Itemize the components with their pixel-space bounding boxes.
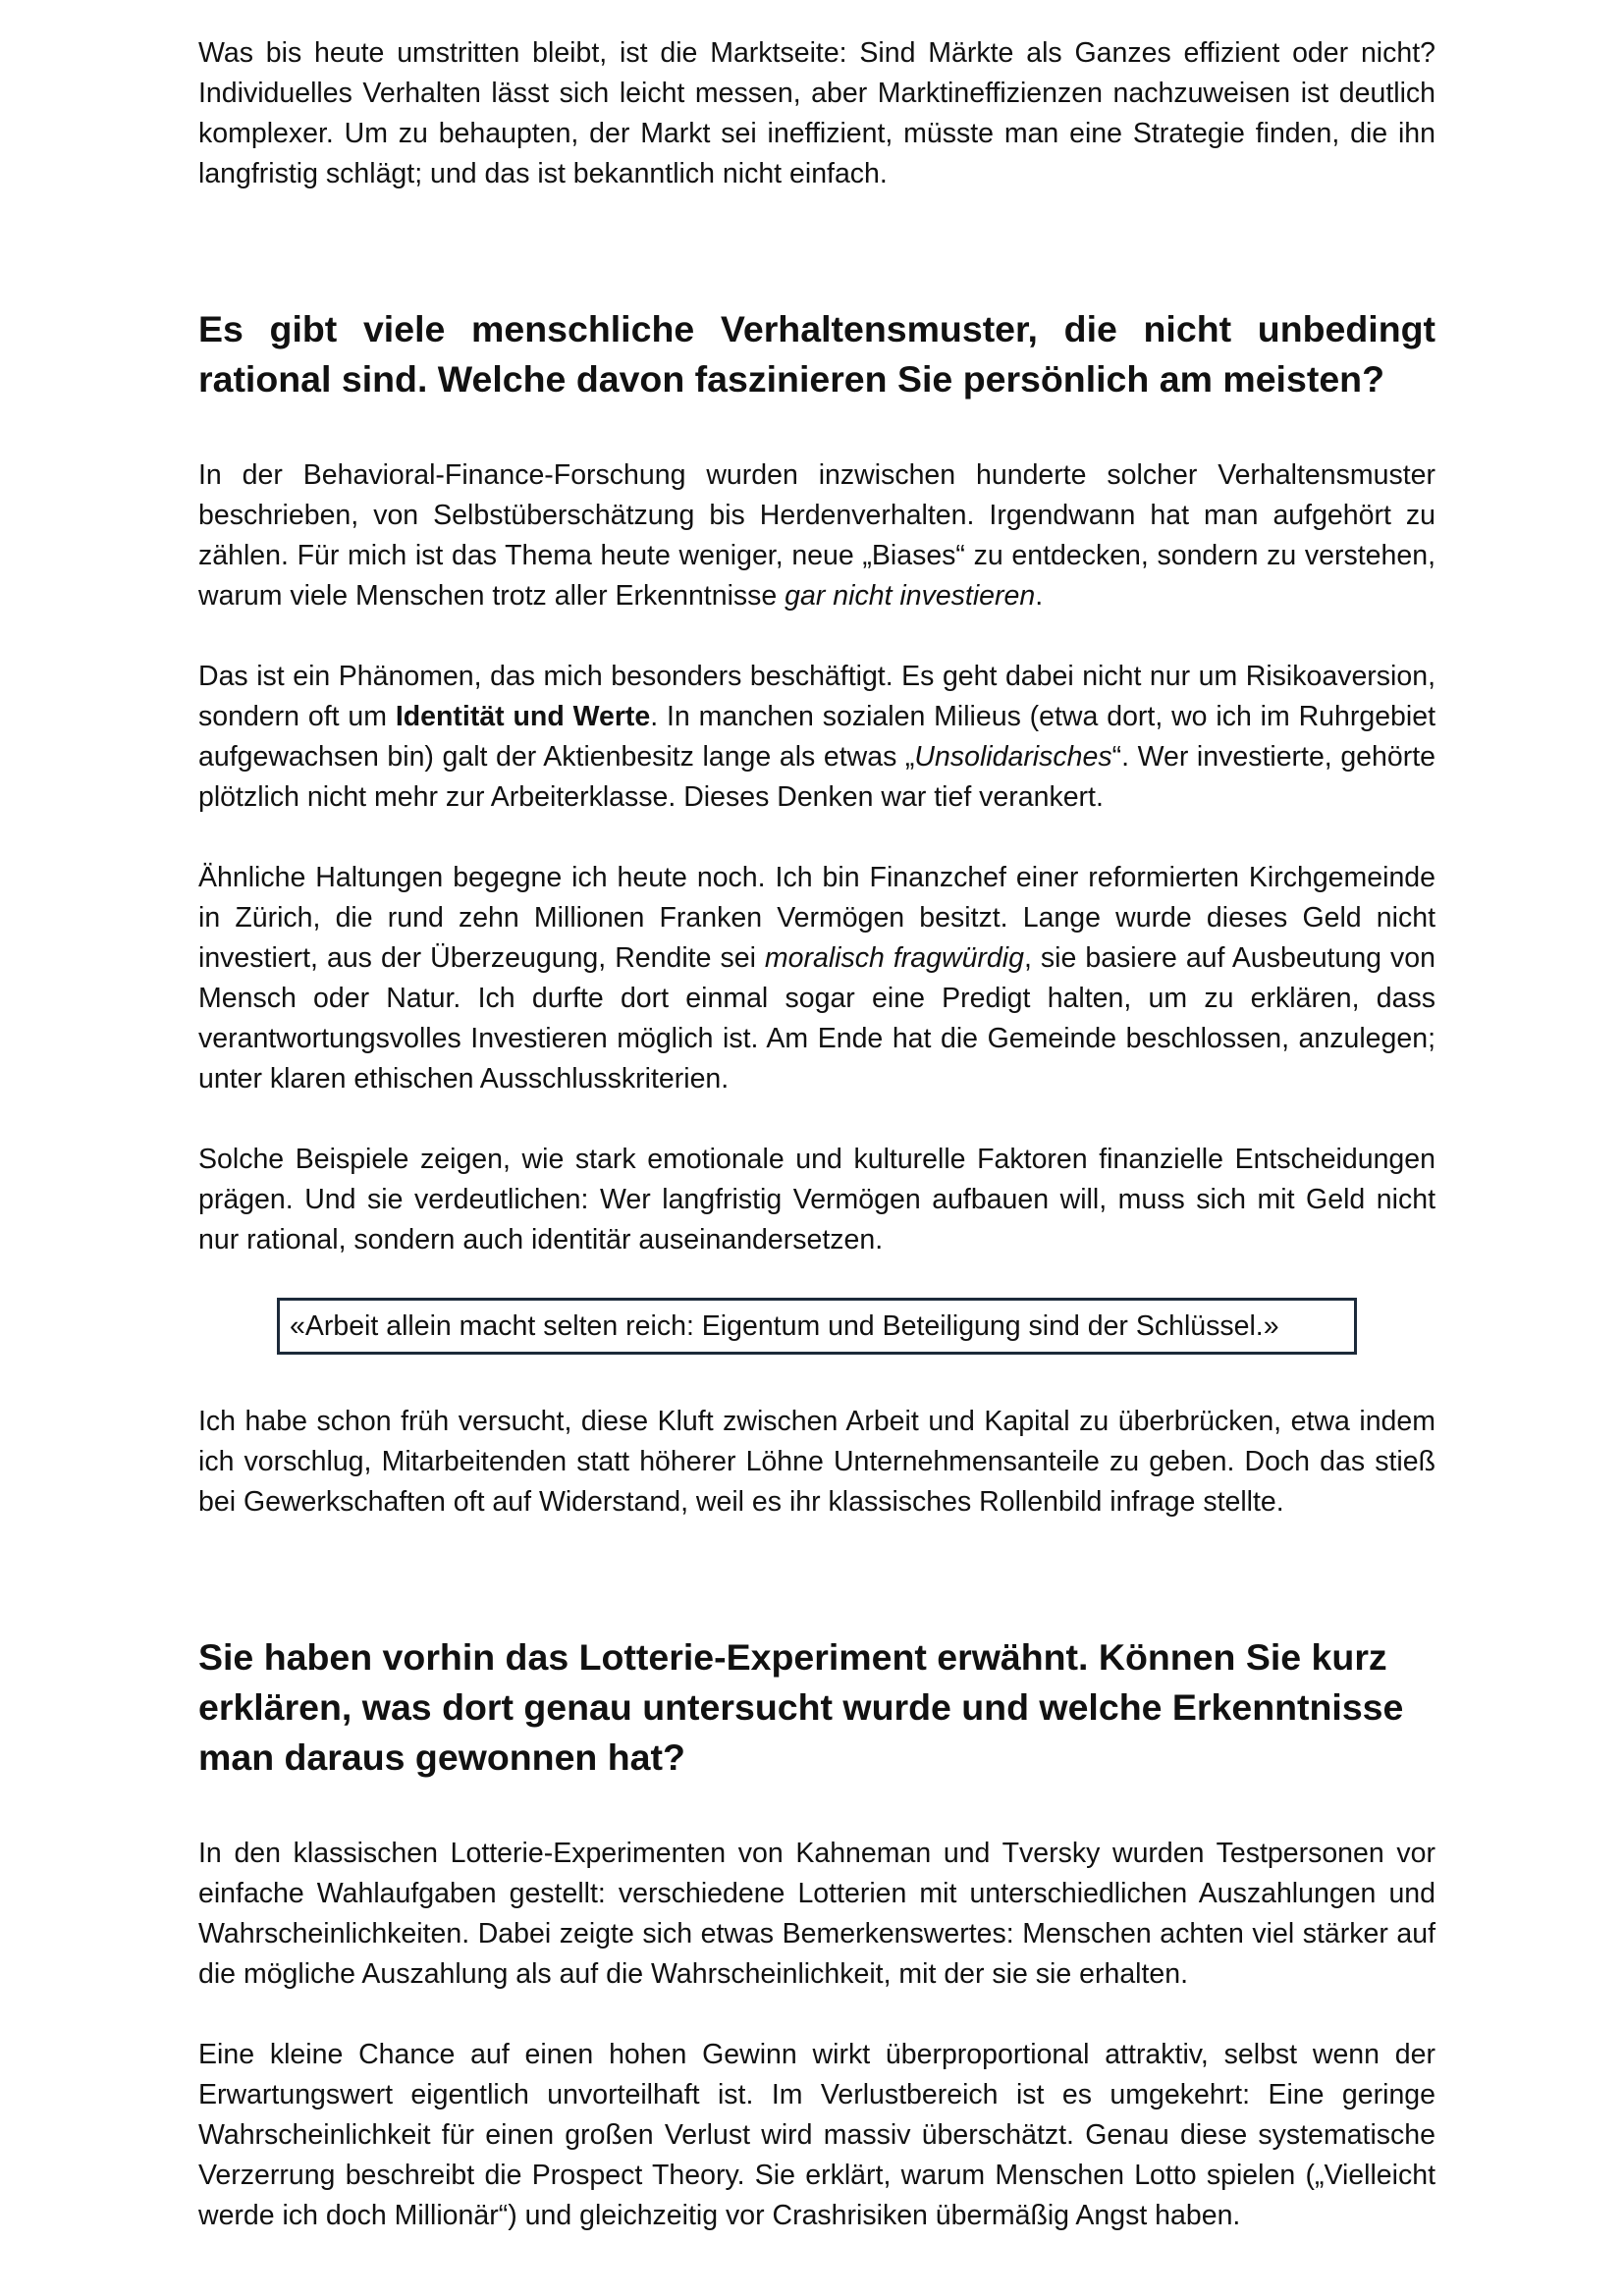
- text-run: Das ist ein Phänomen, das mich besonders beschäftigt. Es geht dabei nicht nur um Risikoaversion, sondern oft um: [198, 661, 1435, 732]
- paragraph-identity-values: [198, 657, 1435, 818]
- question-heading-lottery-experiment: Sie haben vorhin das Lotterie-Experiment erwähnt. Können Sie kurz erklären, was dort genau untersucht wurde und welche Erkenntnisse man daraus gewonnen hat?: [198, 1636, 1404, 1778]
- paragraph-prospect-theory: Eine kleine Chance auf einen hohen Gewinn wirkt überproportional attraktiv, selbst wenn der Erwartungswert eigentlich unvorteilhaft ist. Im Verlustbereich ist es umgekehrt: Eine geringe Wahrscheinlichkeit für einen großen Verlust wird massiv überschätzt. Genau diese systematische Verzerrung beschreibt die Prospect Theory. Sie erklärt, warum Menschen Lotto spielen („Vielleicht werde ich doch Millionär“) und gleichzeitig vor Crashrisiken übermäßig Angst haben.: [198, 2039, 1435, 2231]
- text-run: “. Wer investierte, gehörte plötzlich nicht mehr zur Arbeiterklasse. Dieses Denken war tief verankert.: [198, 741, 1435, 813]
- text-run: .: [1035, 580, 1044, 612]
- paragraph-lottery-experiments: In den klassischen Lotterie-Experimenten von Kahneman und Tversky wurden Testpersonen vor einfache Wahlaufgaben gestellt: verschiedene Lotterien mit unterschiedlichen Auszahlungen und Wahrscheinlichkeiten. Dabei zeigte sich etwas Bemerkenswertes: Menschen achten viel stärker auf die mögliche Auszahlung als auf die Wahrscheinlichkeit, mit der sie sie erhalten.: [198, 1838, 1435, 1990]
- paragraph-market-efficiency: Was bis heute umstritten bleibt, ist die Marktseite: Sind Märkte als Ganzes effizient oder nicht? Individuelles Verhalten lässt sich leicht messen, aber Marktineffizienzen nachzuweisen ist deutlich komplexer. Um zu behaupten, der Markt sei ineffizient, müsste man eine Strategie finden, die ihn langfristig schlägt; und das ist bekanntlich nicht einfach.: [198, 37, 1435, 189]
- emphasis-text: Unsolidarisches: [914, 741, 1112, 773]
- bold-text: Identität und Werte: [395, 701, 651, 732]
- pull-quote-box: «Arbeit allein macht selten reich: Eigentum und Beteiligung sind der Schlüssel.»: [277, 1298, 1357, 1355]
- paragraph-behavioral-finance: [198, 455, 1435, 616]
- question-heading-behavior-patterns: Es gibt viele menschliche Verhaltensmuster, die nicht unbedingt rational sind. Welche davon faszinieren Sie persönlich am meisten?: [198, 308, 1435, 400]
- text-run: , sie basiere auf Ausbeutung von Mensch oder Natur. Ich durfte dort einmal sogar eine Predigt halten, um zu erklären, dass verantwortungsvolles Investieren möglich ist. Am Ende hat die Gemeinde beschlossen, anzulegen; unter klaren ethischen Ausschlusskriterien.: [198, 942, 1435, 1095]
- paragraph-church-congregation: [198, 858, 1435, 1099]
- text-run: Ähnliche Haltungen begegne ich heute noch. Ich bin Finanzchef einer reformierten Kirchgemeinde in Zürich, die rund zehn Millionen Franken Vermögen besitzt. Lange wurde dieses Geld nicht investiert, aus der Überzeugung, Rendite sei: [198, 862, 1435, 974]
- paragraph-emotional-factors: Solche Beispiele zeigen, wie stark emotionale und kulturelle Faktoren finanzielle Entscheidungen prägen. Und sie verdeutlichen: Wer langfristig Vermögen aufbauen will, muss sich mit Geld nicht nur rational, sondern auch identitär auseinandersetzen.: [198, 1144, 1435, 1255]
- text-run: . In manchen sozialen Milieus (etwa dort, wo ich im Ruhrgebiet aufgewachsen bin) galt der Aktienbesitz lange als etwas „: [198, 701, 1435, 773]
- document-page: [198, 33, 1435, 2276]
- emphasis-text: gar nicht investieren: [785, 580, 1036, 612]
- paragraph-labor-capital: Ich habe schon früh versucht, diese Kluft zwischen Arbeit und Kapital zu überbrücken, etwa indem ich vorschlug, Mitarbeitenden statt höherer Löhne Unternehmensanteile zu geben. Doch das stieß bei Gewerkschaften oft auf Widerstand, weil es ihr klassisches Rollenbild infrage stellte.: [198, 1406, 1435, 1518]
- emphasis-text: moralisch fragwürdig: [764, 942, 1024, 974]
- text-run: In der Behavioral-Finance-Forschung wurden inzwischen hunderte solcher Verhaltensmuster beschrieben, von Selbstüberschätzung bis Herdenverhalten. Irgendwann hat man aufgehört zu zählen. Für mich ist das Thema heute weniger, neue „Biases“ zu entdecken, sondern zu verstehen, warum viele Menschen trotz aller Erkenntnisse: [198, 459, 1435, 612]
